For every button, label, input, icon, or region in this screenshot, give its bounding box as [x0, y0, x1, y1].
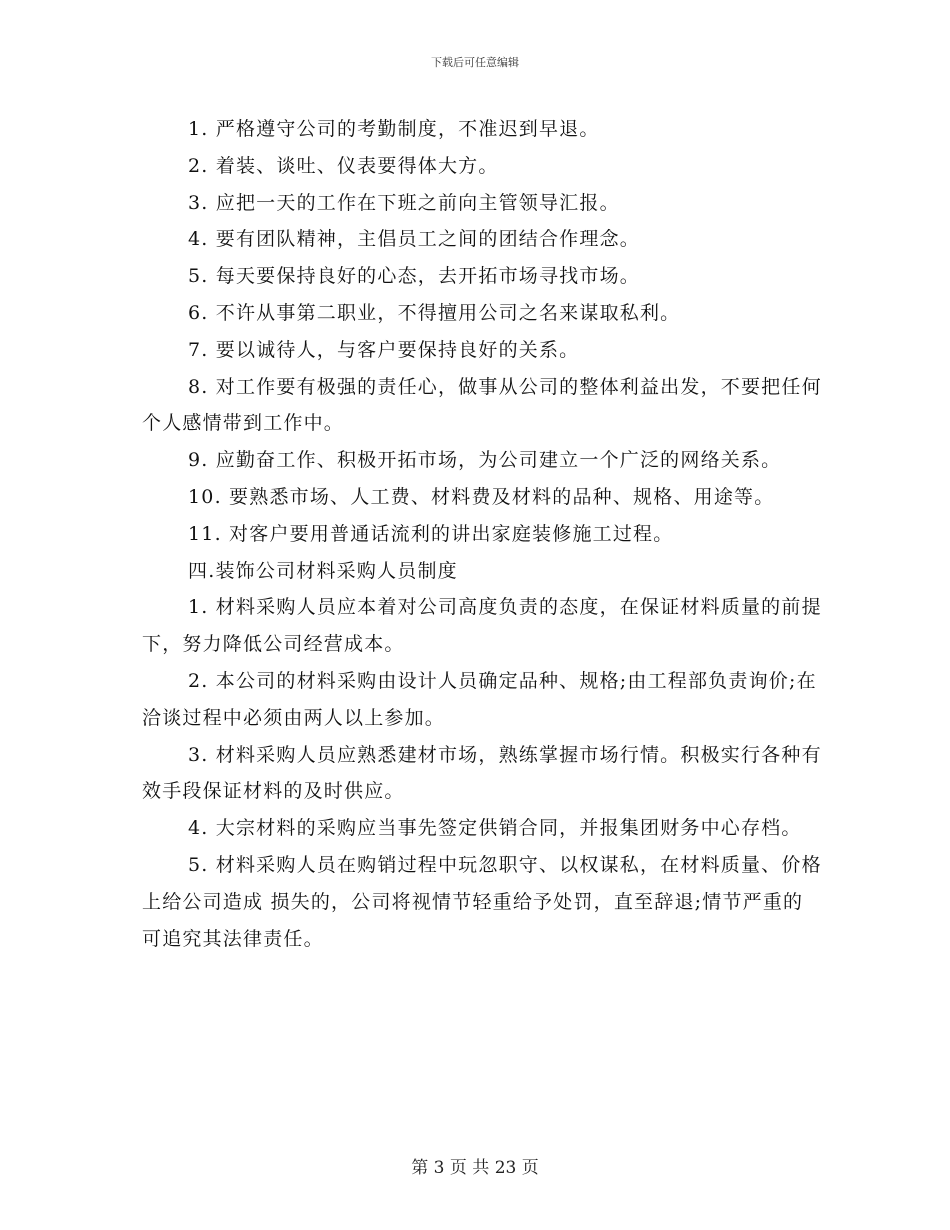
paragraph: 3. 应把一天的工作在下班之前向主管领导汇报。 — [188, 191, 620, 214]
paragraph: 9. 应勤奋工作、积极开拓市场，为公司建立一个广泛的网络关系。 — [188, 449, 782, 472]
paragraph: 2. 本公司的材料采购由设计人员确定品种、规格;由工程部负责询价;在洽谈过程中必须由两人以上参加。 — [142, 669, 817, 729]
paragraph: 5. 材料采购人员在购销过程中玩忽职守、以权谋私，在材料质量、价格上给公司造成 损失的，公司将视情节轻重给予处罚，直至辞退;情节严重的可追究其法律责任。 — [142, 853, 822, 950]
paragraph: 8. 对工作要有极强的责任心，做事从公司的整体利益出发，不要把任何个人感情带到工作中。 — [142, 375, 822, 435]
section-heading: 四.装饰公司材料采购人员制度 — [188, 559, 458, 582]
paragraph: 6. 不许从事第二职业，不得擅用公司之名来谋取私利。 — [188, 301, 681, 324]
page-footer: 第 3 页 共 23 页 — [411, 1158, 539, 1178]
paragraph: 7. 要以诚待人，与客户要保持良好的关系。 — [188, 338, 580, 361]
paragraph: 3. 材料采购人员应熟悉建材市场，熟练掌握市场行情。积极实行各种有效手段保证材料的及时供应。 — [142, 743, 822, 803]
paragraph: 4. 大宗材料的采购应当事先签定供销合同，并报集团财务中心存档。 — [188, 817, 802, 840]
paragraph: 10. 要熟悉市场、人工费、材料费及材料的品种、规格、用途等。 — [188, 485, 775, 508]
paragraph: 5. 每天要保持良好的心态，去开拓市场寻找市场。 — [188, 265, 640, 288]
document-body — [142, 111, 822, 957]
paragraph: 2. 着装、谈吐、仪表要得体大方。 — [188, 154, 499, 177]
paragraph: 1. 材料采购人员应本着对公司高度负责的态度，在保证材料质量的前提下，努力降低公司经营成本。 — [142, 596, 822, 656]
paragraph: 4. 要有团队精神，主倡员工之间的团结合作理念。 — [188, 228, 640, 251]
paragraph: 1. 严格遵守公司的考勤制度，不准迟到早退。 — [188, 118, 600, 140]
paragraph: 11. 对客户要用普通话流利的讲出家庭装修施工过程。 — [188, 522, 674, 545]
page-header: 下载后可任意编辑 — [431, 56, 519, 69]
